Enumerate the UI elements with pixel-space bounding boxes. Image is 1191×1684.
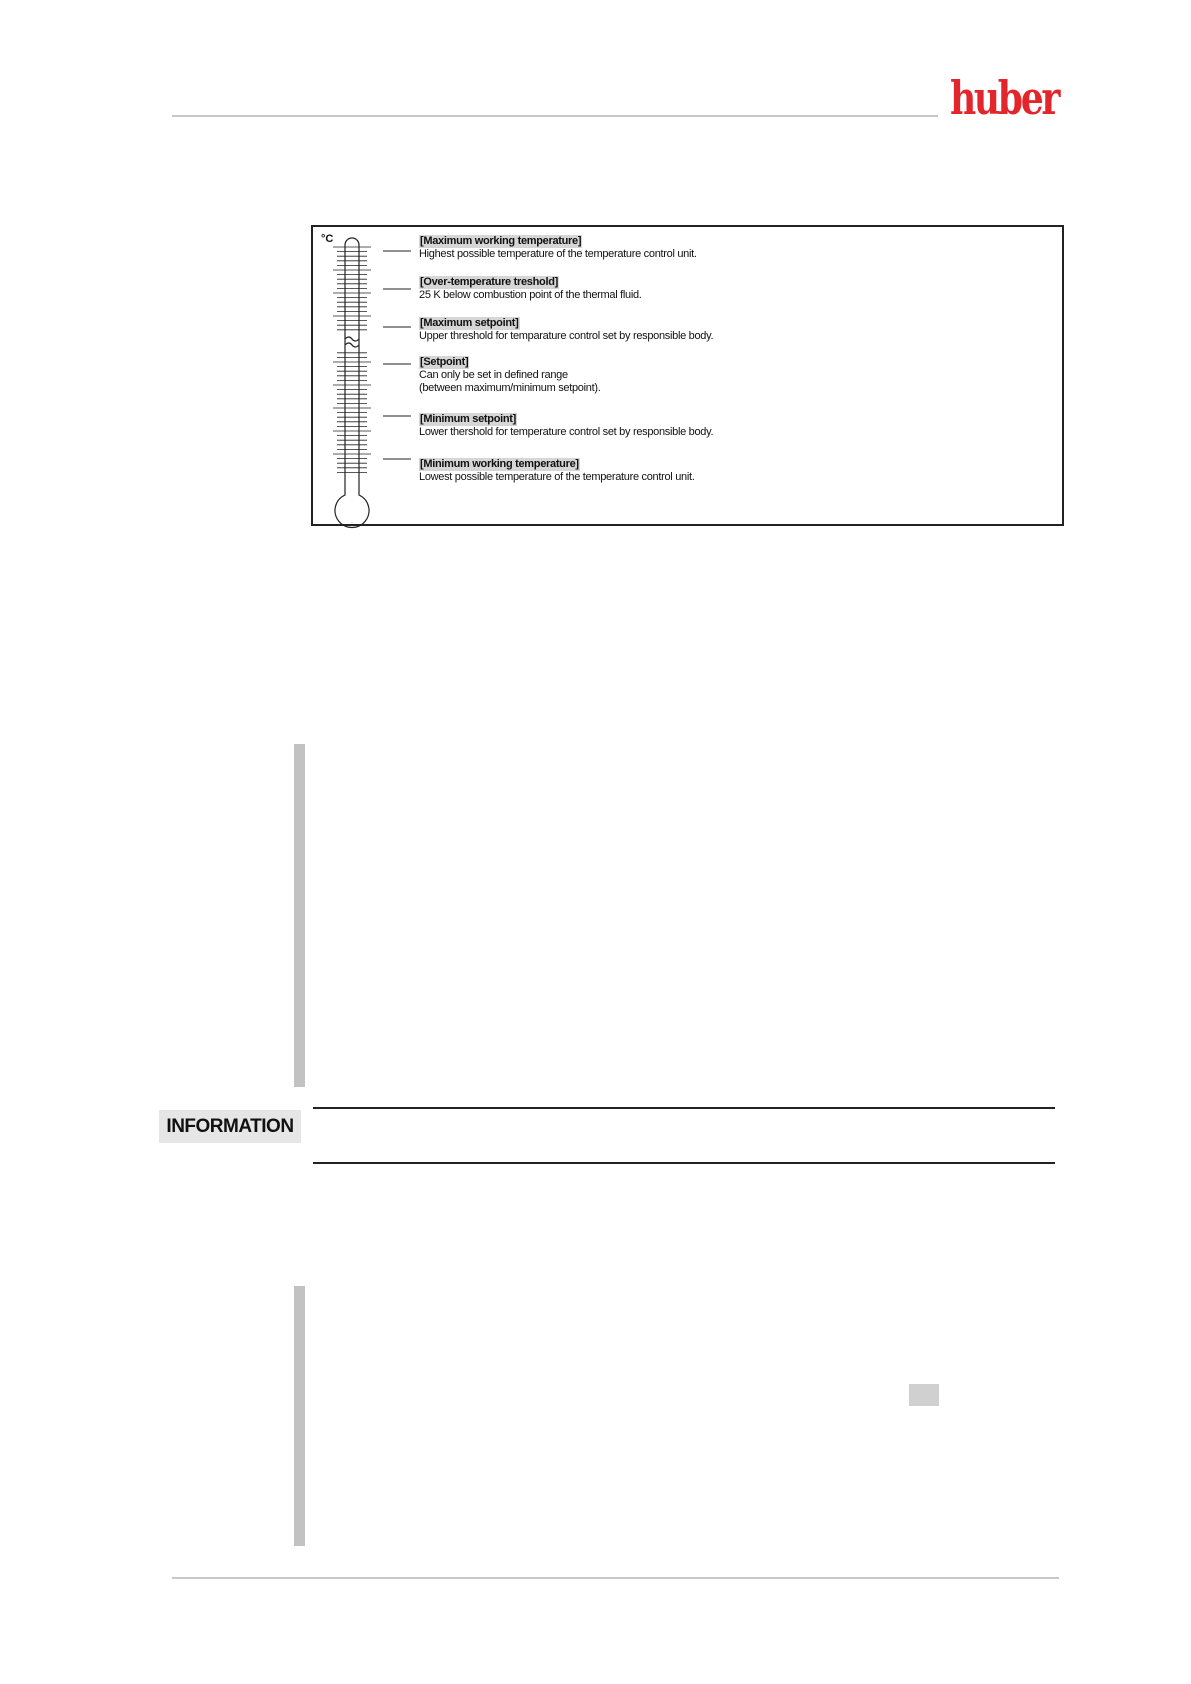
label-description: Upper threshold for temparature control set by responsible body. bbox=[419, 330, 714, 342]
header-rule bbox=[172, 115, 938, 117]
information-bottom-rule bbox=[313, 1162, 1055, 1164]
label-title: [Minimum working temperature] bbox=[420, 458, 579, 470]
temperature-range-figure bbox=[311, 225, 1064, 526]
label-max-setpoint bbox=[419, 317, 713, 343]
label-min-setpoint bbox=[419, 413, 713, 439]
unit-label: °C bbox=[321, 233, 334, 245]
huber-logo bbox=[950, 71, 1061, 125]
label-description: Highest possible temperature of the temperature control unit. bbox=[419, 248, 697, 260]
label-setpoint bbox=[419, 356, 600, 395]
content-block-sidebar bbox=[294, 1286, 305, 1546]
label-description: Lowest possible temperature of the temperature control unit. bbox=[419, 471, 695, 483]
label-min-working-temperature bbox=[419, 458, 695, 484]
thermometer-graphic bbox=[313, 227, 413, 524]
logo-wordmark: huber bbox=[950, 71, 1061, 125]
thermometer-break-mark bbox=[345, 337, 359, 347]
label-description: Can only be set in defined range (between maximum/minimum setpoint). bbox=[419, 369, 601, 394]
content-block-sidebar bbox=[294, 744, 305, 1087]
label-description: Lower thershold for temperature control set by responsible body. bbox=[419, 426, 714, 438]
label-title: [Minimum setpoint] bbox=[420, 413, 517, 425]
thermometer-tube bbox=[335, 238, 369, 527]
footer-rule bbox=[172, 1577, 1059, 1579]
information-top-rule bbox=[313, 1107, 1055, 1109]
label-description: 25 K below combustion point of the thermal fluid. bbox=[419, 289, 642, 301]
label-title: [Over-temperature treshold] bbox=[420, 276, 558, 288]
label-max-working-temperature bbox=[419, 235, 697, 261]
label-title: [Setpoint] bbox=[420, 356, 469, 368]
label-over-temperature-threshold bbox=[419, 276, 642, 302]
information-badge: INFORMATION bbox=[159, 1110, 301, 1143]
placeholder-box bbox=[909, 1384, 939, 1406]
label-title: [Maximum setpoint] bbox=[420, 317, 519, 329]
label-title: [Maximum working temperature] bbox=[420, 235, 582, 247]
